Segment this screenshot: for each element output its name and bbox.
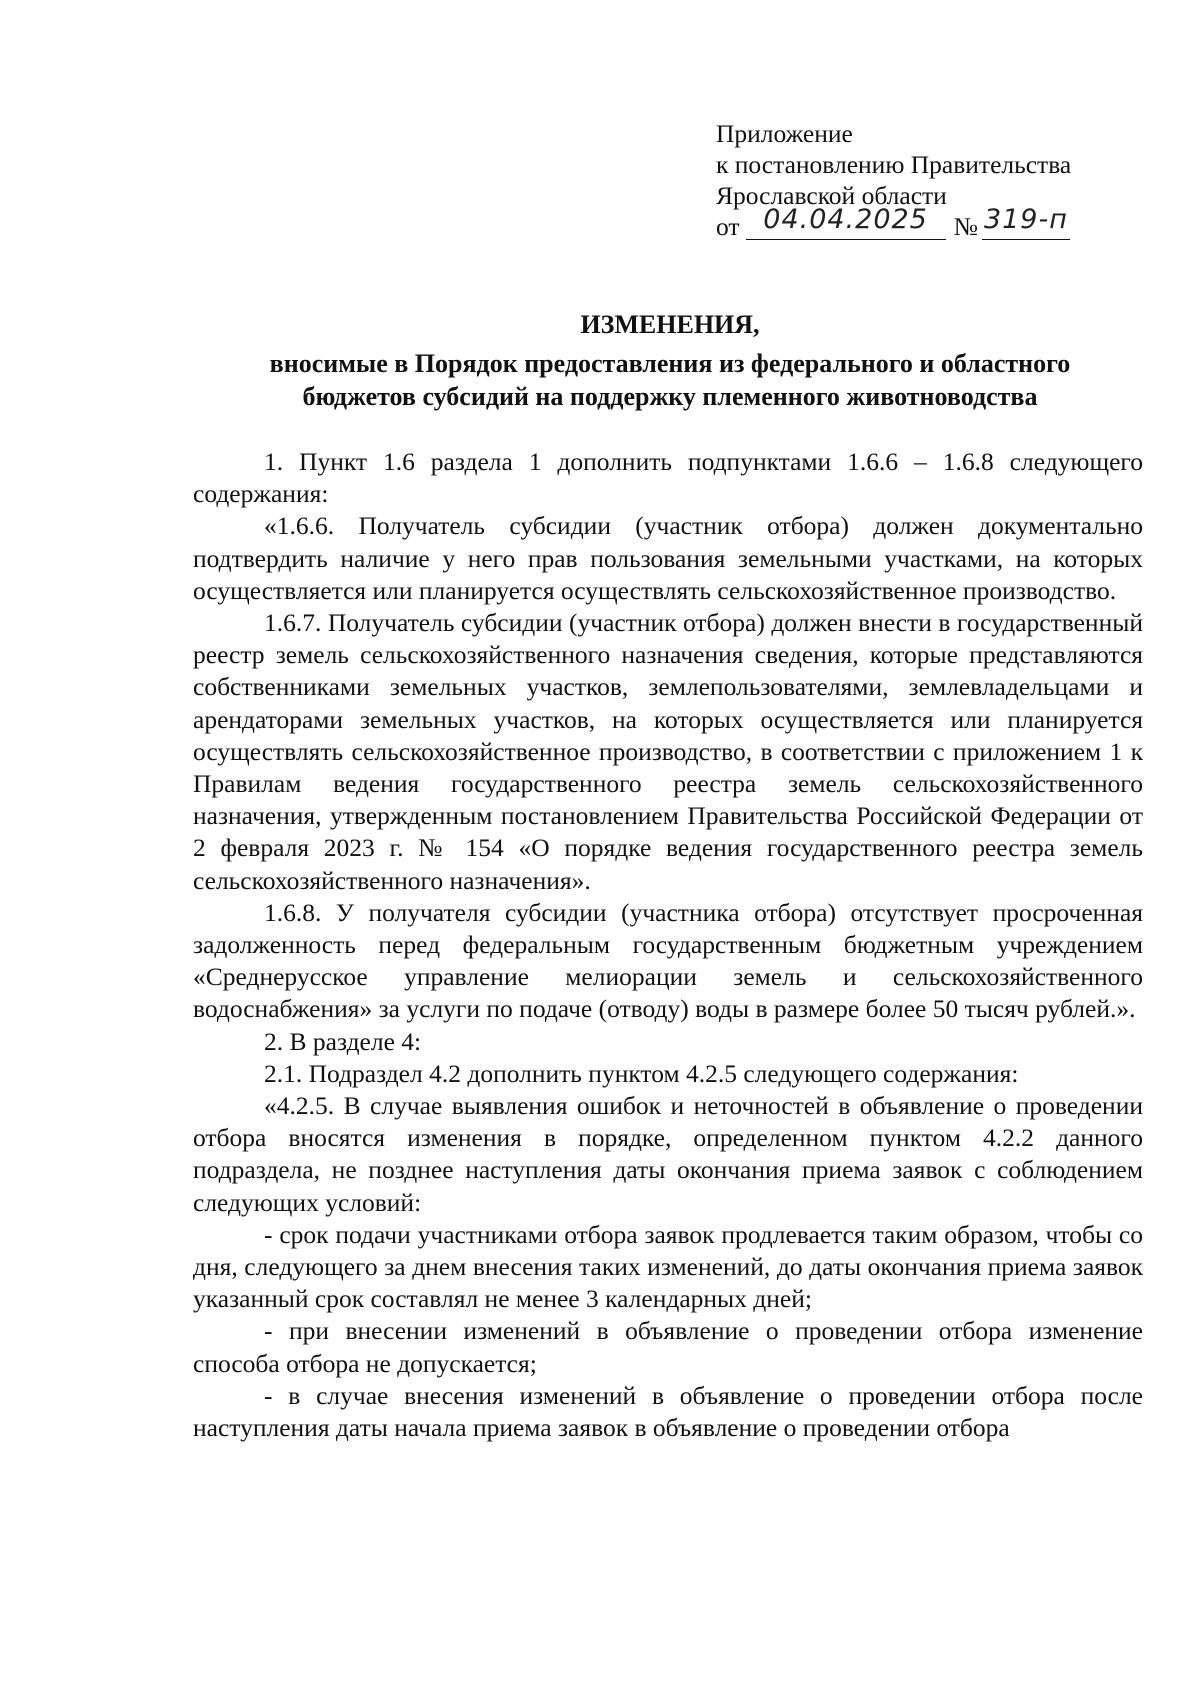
approval-block (716, 118, 1156, 242)
paragraph-2-1: 2.1. Подраздел 4.2 дополнить пунктом 4.2.5 следующего содержания: (264, 1058, 1019, 1088)
document-body (193, 446, 1143, 1444)
number-field (982, 204, 1070, 240)
list-item-deadline: - срок подачи участниками отбора заявок продлевается таким образом, чтобы со дня, следующего за днем внесения таких изменений, до даты окончания приема заявок указанный срок составлял не менее 3 календарных дней; (193, 1219, 1143, 1314)
list-item-method: - при внесении изменений в объявление о проведении отбора изменение способа отбора не допускается; (193, 1316, 1143, 1378)
from-label: от (716, 212, 740, 241)
paragraph-1-6-7: 1.6.7. Получатель субсидии (участник отбора) должен внести в государственный реестр земель сельскохозяйственного назначения сведения, которые представляются собственниками земельных участков, землепользователями, землевладельцами и арендаторами земельных участков, на которых осуществляется или планируется осуществлять сельскохозяйственное производство, в соответствии с приложением 1 к Правилам ведения государственного реестра земель сельскохозяйственного назначения, утвержденным постановлением Правительства Российской Федерации от 2 февраля 2023 г. № 154 «О порядке ведения государственного реестра земель сельскохозяйственного назначения». (193, 608, 1143, 895)
handwritten-number: 319-п (983, 204, 1068, 235)
document-title-block (180, 308, 1160, 413)
handwritten-date: 04.04.2025 (763, 204, 928, 235)
number-label: № (953, 212, 978, 241)
approval-line-1: Приложение (716, 119, 853, 148)
approval-line-2: к постановлению Правительства (716, 150, 1072, 179)
document-title: ИЗМЕНЕНИЯ, (580, 310, 760, 339)
document-subtitle-line-1: вносимые в Порядок предоставления из федерального и областного (269, 349, 1071, 378)
paragraph-4-2-5: «4.2.5. В случае выявления ошибок и неточностей в объявление о проведении отбора вносятся изменения в порядке, определенном пунктом 4.2.2 данного подраздела, не позднее наступления даты окончания приема заявок с соблюдением следующих условий: (193, 1091, 1143, 1217)
paragraph-1-6-6: «1.6.6. Получатель субсидии (участник отбора) должен документально подтвердить наличие у него прав пользования земельными участками, на которых осуществляется или планируется осуществлять сельскохозяйственное производство. (193, 511, 1143, 605)
approval-date-number-line (716, 204, 1156, 242)
list-item-changes-after-start: - в случае внесения изменений в объявление о проведении отбора после наступления даты начала приема заявок в объявление о проведении отбора (193, 1380, 1143, 1443)
paragraph-2: 2. В разделе 4: (264, 1026, 422, 1056)
paragraph-1: 1. Пункт 1.6 раздела 1 дополнить подпунктами 1.6.6 – 1.6.8 следующего содержания: (193, 447, 1143, 509)
document-subtitle-line-2: бюджетов субсидий на поддержку племенного животноводства (302, 382, 1038, 411)
approval-line-3: Ярославской области (716, 181, 947, 210)
paragraph-1-6-8: 1.6.8. У получателя субсидии (участника отбора) отсутствует просроченная задолженность перед федеральным государственным бюджетным учреждением «Среднерусское управление мелиорации земель и сельскохозяйственного водоснабжения» за услуги по подаче (отводу) воды в размере более 50 тысяч рублей.». (193, 897, 1143, 1024)
date-field (746, 204, 946, 240)
